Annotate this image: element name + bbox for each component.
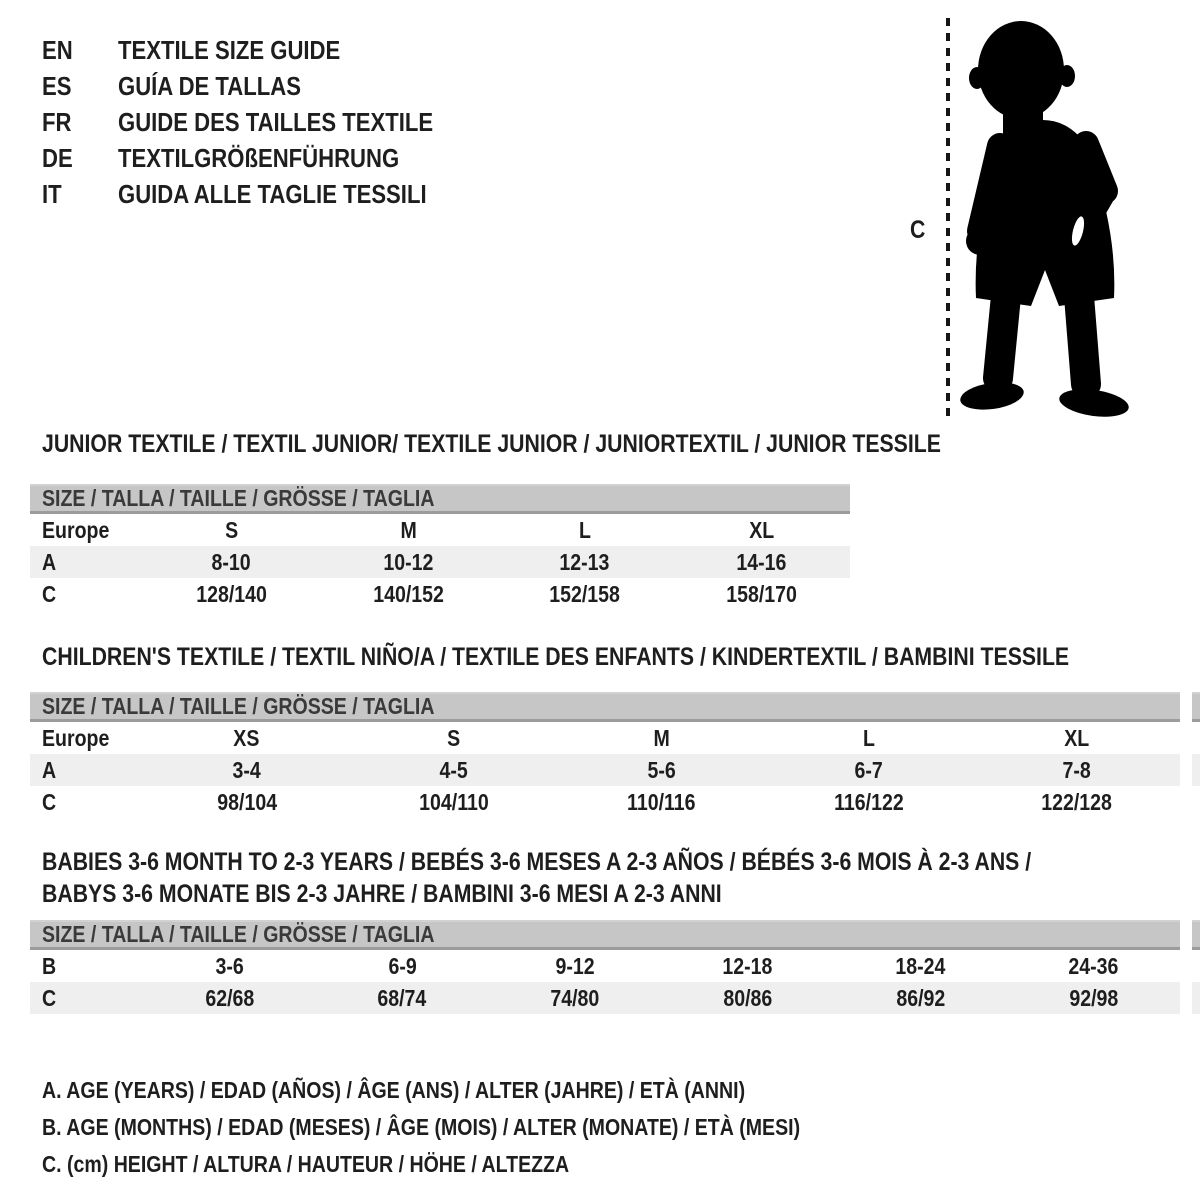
lang-row-fr bbox=[42, 104, 489, 140]
table-edge-fragment bbox=[1192, 754, 1200, 786]
junior-row-height: C 128/140 140/152 152/158 158/170 bbox=[42, 580, 797, 607]
legend-line-b: B. AGE (MONTHS) / EDAD (MESES) / ÂGE (MOIS) / ALTER (MONATE) / ETÀ (MESI) bbox=[42, 1114, 801, 1140]
lang-code-de: DE bbox=[42, 142, 73, 173]
children-row-age: A 3-4 4-5 5-6 6-7 7-8 bbox=[30, 754, 1180, 786]
height-measure-dashed-line bbox=[946, 18, 950, 416]
table-edge-fragment bbox=[1192, 982, 1200, 1014]
table-edge-fragment bbox=[1192, 920, 1200, 950]
lang-code-en: EN bbox=[42, 34, 73, 65]
babies-size-table bbox=[30, 920, 1180, 1014]
lang-row-it bbox=[42, 176, 489, 212]
children-size-header-bar: SIZE / TALLA / TAILLE / GRÖSSE / TAGLIA bbox=[30, 692, 1180, 722]
language-title-list bbox=[42, 32, 489, 212]
babies-row-months: B 3-6 6-9 9-12 12-18 18-24 24-36 bbox=[42, 952, 1119, 979]
lang-title-en: TEXTILE SIZE GUIDE bbox=[118, 34, 341, 65]
junior-size-header-bar: SIZE / TALLA / TAILLE / GRÖSSE / TAGLIA bbox=[30, 484, 850, 514]
children-row-height: C 98/104 104/110 110/116 116/122 122/128 bbox=[42, 788, 1112, 815]
junior-size-table bbox=[30, 484, 850, 610]
measurement-legend bbox=[42, 1072, 934, 1183]
table-edge-fragment bbox=[1192, 692, 1200, 722]
legend-line-c: C. (cm) HEIGHT / ALTURA / HAUTEUR / HÖHE / ALTEZZA bbox=[42, 1151, 570, 1177]
measure-label-c: C bbox=[910, 216, 926, 244]
lang-title-fr: GUIDE DES TAILLES TEXTILE bbox=[118, 106, 434, 137]
lang-title-it: GUIDA ALLE TAGLIE TESSILI bbox=[118, 178, 427, 209]
junior-row-age: A 8-10 10-12 12-13 14-16 bbox=[30, 546, 850, 578]
junior-section-title: JUNIOR TEXTILE / TEXTIL JUNIOR/ TEXTILE JUNIOR / JUNIORTEXTIL / JUNIOR TESSILE bbox=[42, 430, 941, 458]
lang-row-de bbox=[42, 140, 489, 176]
lang-row-es bbox=[42, 68, 489, 104]
junior-row-europe: Europe S M L XL bbox=[42, 516, 775, 543]
babies-section-title: BABIES 3-6 MONTH TO 2-3 YEARS / BEBÉS 3-6 MESES A 2-3 AÑOS / BÉBÉS 3-6 MOIS À 2-3 ANS / BABYS 3-6 MONATE BIS 2-3 JAHRE / BAMBINI 3-6 MESI A 2-3 ANNI bbox=[42, 848, 1032, 908]
lang-title-es: GUÍA DE TALLAS bbox=[118, 70, 301, 101]
toddler-silhouette-icon bbox=[958, 16, 1143, 418]
lang-title-de: TEXTILGRÖßENFÜHRUNG bbox=[118, 142, 400, 173]
lang-code-it: IT bbox=[42, 178, 62, 209]
lang-code-fr: FR bbox=[42, 106, 72, 137]
children-row-europe: Europe XS S M L XL bbox=[42, 724, 1089, 751]
lang-row-en bbox=[42, 32, 489, 68]
legend-line-a: A. AGE (YEARS) / EDAD (AÑOS) / ÂGE (ANS) / ALTER (JAHRE) / ETÀ (ANNI) bbox=[42, 1077, 746, 1103]
babies-row-height: C 62/68 68/74 74/80 80/86 86/92 92/98 bbox=[30, 982, 1180, 1014]
lang-code-es: ES bbox=[42, 70, 72, 101]
babies-size-header-bar: SIZE / TALLA / TAILLE / GRÖSSE / TAGLIA bbox=[30, 920, 1180, 950]
children-size-table bbox=[30, 692, 1180, 818]
children-section-title: CHILDREN'S TEXTILE / TEXTIL NIÑO/A / TEXTILE DES ENFANTS / KINDERTEXTIL / BAMBINI TESSILE bbox=[42, 643, 1070, 671]
